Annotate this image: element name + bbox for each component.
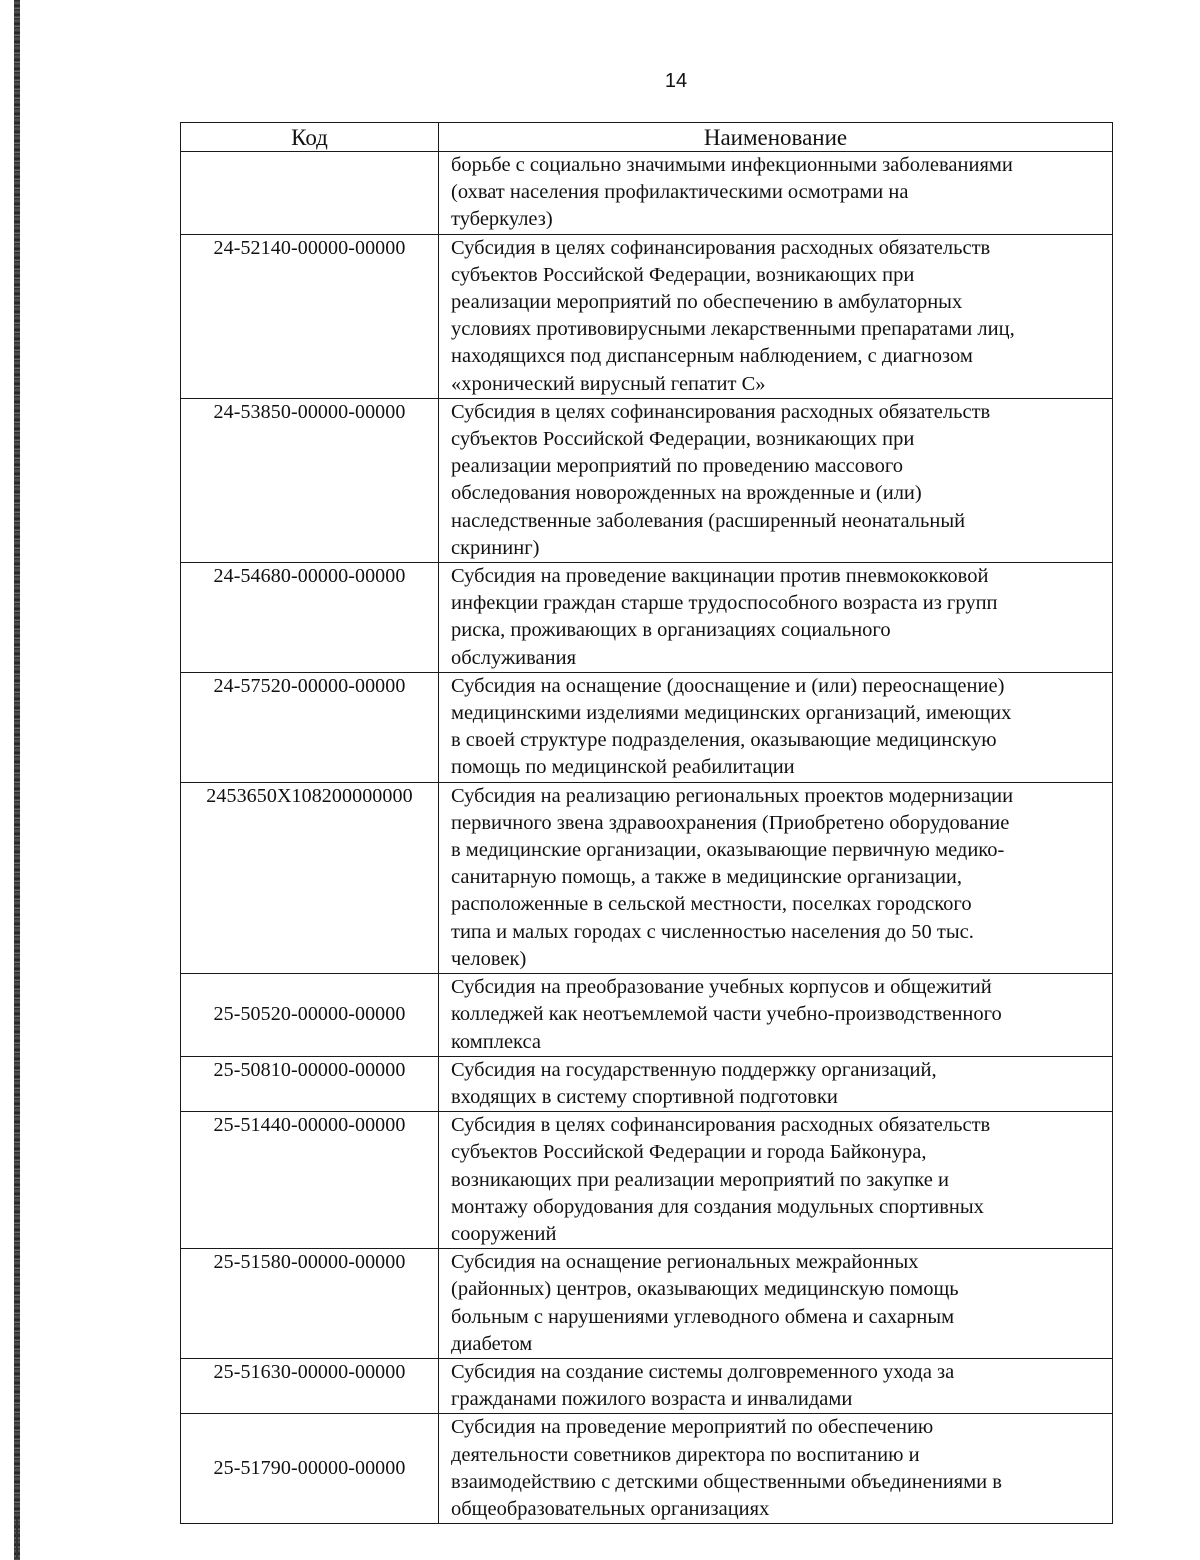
table-header-row xyxy=(181,123,1113,152)
name-line: обследования новорожденных на врожденные и (или) xyxy=(451,482,922,505)
name-line: «хронический вирусный гепатит С» xyxy=(451,372,766,395)
name-line: возникающих при реализации мероприятий по закупке и xyxy=(451,1168,949,1191)
name-cell xyxy=(439,974,1113,1057)
table-row xyxy=(181,152,1113,235)
name-line: комплекса xyxy=(451,1030,541,1053)
name-cell xyxy=(439,782,1113,973)
name-line: риска, проживающих в организациях социального xyxy=(451,619,891,642)
name-line: деятельности советников директора по воспитанию и xyxy=(451,1443,920,1466)
table-row xyxy=(181,398,1113,562)
name-line: Субсидия на государственную поддержку организаций, xyxy=(451,1058,937,1081)
table-row xyxy=(181,1249,1113,1359)
name-line: входящих в систему спортивной подготовки xyxy=(451,1085,838,1108)
name-line: Субсидия на преобразование учебных корпусов и общежитий xyxy=(451,976,992,999)
name-line: больным с нарушениями углеводного обмена и сахарным xyxy=(451,1305,955,1328)
table-row xyxy=(181,974,1113,1057)
name-line: человек) xyxy=(451,947,527,970)
name-line: находящихся под диспансерным наблюдением, с диагнозом xyxy=(451,345,973,368)
name-line: реализации мероприятий по проведению массового xyxy=(451,455,903,478)
table-row xyxy=(181,1414,1113,1524)
name-line: Субсидия на реализацию региональных проектов модернизации xyxy=(451,784,1014,807)
code-cell: 25-51630-00000-00000 xyxy=(181,1358,439,1413)
name-line: Субсидия на проведение мероприятий по обеспечению xyxy=(451,1416,934,1439)
name-line: общеобразовательных организациях xyxy=(451,1497,770,1520)
table-row xyxy=(181,563,1113,673)
name-line: расположенные в сельской местности, поселках городского xyxy=(451,893,972,916)
name-cell xyxy=(439,672,1113,782)
name-line: первичного звена здравоохранения (Приобретено оборудование xyxy=(451,811,1010,834)
name-column-header: Наименование xyxy=(439,123,1113,152)
name-cell xyxy=(439,1249,1113,1359)
name-line: обслуживания xyxy=(451,646,577,669)
table-row xyxy=(181,1358,1113,1413)
name-line: Субсидия на оснащение региональных межрайонных xyxy=(451,1251,919,1274)
name-line: (районных) центров, оказывающих медицинскую помощь xyxy=(451,1278,959,1301)
code-cell: 2453650Х108200000000 xyxy=(181,782,439,973)
name-cell xyxy=(439,398,1113,562)
name-line: медицинскими изделиями медицинских организаций, имеющих xyxy=(451,702,1012,725)
name-line: колледжей как неотъемлемой части учебно-производственного xyxy=(451,1003,1002,1026)
name-line: Субсидия в целях софинансирования расходных обязательств xyxy=(451,400,991,423)
name-line: Субсидия в целях софинансирования расходных обязательств xyxy=(451,236,991,259)
name-line: монтажу оборудования для создания модульных спортивных xyxy=(451,1195,984,1218)
code-cell: 25-50520-00000-00000 xyxy=(181,974,439,1057)
name-cell xyxy=(439,1056,1113,1111)
name-cell xyxy=(439,1414,1113,1524)
code-cell: 24-53850-00000-00000 xyxy=(181,398,439,562)
name-line: реализации мероприятий по обеспечению в амбулаторных xyxy=(451,291,963,314)
scan-edge xyxy=(14,0,20,1560)
name-line: диабетом xyxy=(451,1332,533,1355)
code-column-header: Код xyxy=(181,123,439,152)
code-cell: 24-52140-00000-00000 xyxy=(181,234,439,398)
table-row xyxy=(181,234,1113,398)
name-line: (охват населения профилактическими осмотрами на xyxy=(451,181,909,204)
name-line: инфекции граждан старше трудоспособного возраста из групп xyxy=(451,592,998,615)
name-line: сооружений xyxy=(451,1222,557,1245)
name-line: взаимодействию с детскими общественными объединениями в xyxy=(451,1470,1002,1493)
name-cell xyxy=(439,234,1113,398)
name-line: в медицинские организации, оказывающие первичную медико- xyxy=(451,839,1005,862)
name-line: борьбе с социально значимыми инфекционными заболеваниями xyxy=(451,154,1013,176)
name-line: в своей структуре подразделения, оказывающие медицинскую xyxy=(451,729,997,752)
name-line: условиях противовирусными лекарственными препаратами лиц, xyxy=(451,318,1015,341)
code-cell: 25-51580-00000-00000 xyxy=(181,1249,439,1359)
code-cell: 24-57520-00000-00000 xyxy=(181,672,439,782)
name-line: санитарную помощь, а также в медицинские организации, xyxy=(451,866,963,889)
name-line: Субсидия на создание системы долговременного ухода за xyxy=(451,1360,955,1383)
scan-mark xyxy=(16,1518,18,1558)
table-row xyxy=(181,672,1113,782)
code-cell: 25-51440-00000-00000 xyxy=(181,1112,439,1249)
name-line: типа и малых городах с численностью населения до 50 тыс. xyxy=(451,920,974,943)
budget-codes-table xyxy=(180,122,1113,1524)
name-line: помощь по медицинской реабилитации xyxy=(451,756,795,779)
name-line: субъектов Российской Федерации, возникающих при xyxy=(451,428,915,451)
name-line: скрининг) xyxy=(451,536,540,559)
name-line: субъектов Российской Федерации и города Байконура, xyxy=(451,1141,927,1164)
name-cell xyxy=(439,1112,1113,1249)
page-number: 14 xyxy=(664,70,688,92)
table-row xyxy=(181,1112,1113,1249)
name-cell xyxy=(439,563,1113,673)
code-cell: 25-51790-00000-00000 xyxy=(181,1414,439,1524)
name-line: Субсидия на проведение вакцинации против пневмококковой xyxy=(451,565,989,588)
name-line: Субсидия в целях софинансирования расходных обязательств xyxy=(451,1114,991,1137)
code-cell xyxy=(181,152,439,235)
code-cell: 24-54680-00000-00000 xyxy=(181,563,439,673)
name-line: гражданами пожилого возраста и инвалидами xyxy=(451,1388,853,1411)
name-line: субъектов Российской Федерации, возникающих при xyxy=(451,263,915,286)
name-cell xyxy=(439,1358,1113,1413)
code-cell: 25-50810-00000-00000 xyxy=(181,1056,439,1111)
name-line: наследственные заболевания (расширенный неонатальный xyxy=(451,509,966,532)
table-row xyxy=(181,1056,1113,1111)
name-line: туберкулез) xyxy=(451,208,553,231)
name-line: Субсидия на оснащение (дооснащение и (или) переоснащение) xyxy=(451,674,1005,697)
name-cell xyxy=(439,152,1113,235)
table-row xyxy=(181,782,1113,973)
